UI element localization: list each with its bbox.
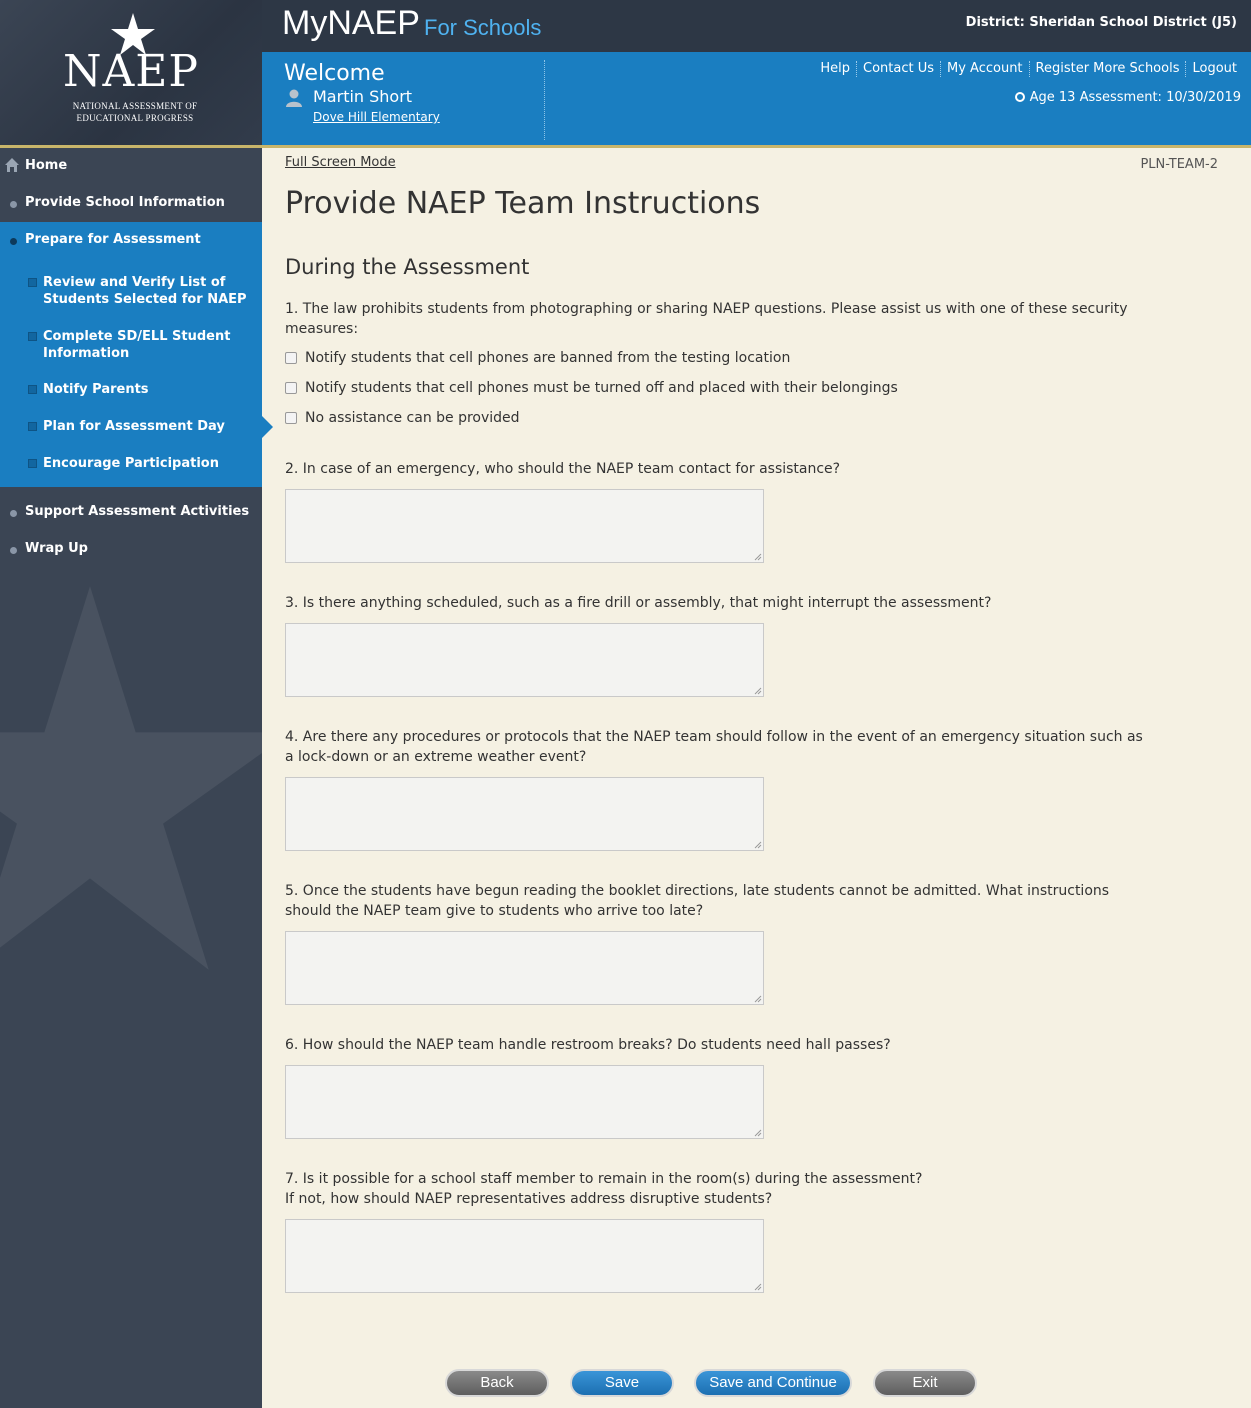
bullet-icon bbox=[10, 547, 17, 554]
help-link[interactable]: Help bbox=[820, 61, 850, 76]
square-icon bbox=[28, 278, 37, 287]
app-subtitle: For Schools bbox=[424, 15, 542, 40]
answer-6-textarea[interactable] bbox=[285, 1065, 764, 1139]
sidebar-item-label: Home bbox=[25, 158, 68, 173]
security-option-3[interactable] bbox=[285, 410, 520, 426]
option-label: No assistance can be provided bbox=[305, 410, 520, 426]
register-schools-link[interactable]: Register More Schools bbox=[1029, 61, 1186, 77]
sidebar-item-label: Complete SD/ELL Student Information bbox=[43, 329, 231, 361]
sidebar-subnav bbox=[0, 259, 262, 487]
app-title-bar bbox=[262, 0, 1251, 52]
answer-4-textarea[interactable] bbox=[285, 777, 764, 851]
sidebar-item-wrap-up[interactable] bbox=[0, 531, 262, 568]
question-3: 3. Is there anything scheduled, such as a fire drill or assembly, that might interrupt the assessment? bbox=[285, 595, 992, 611]
home-icon bbox=[4, 157, 20, 173]
logo-tagline: NATIONAL ASSESSMENT OF EDUCATIONAL PROGRESS bbox=[72, 101, 198, 123]
sidebar-item-label: Plan for Assessment Day bbox=[43, 419, 225, 434]
resize-handle-icon[interactable] bbox=[754, 995, 762, 1003]
radio-icon bbox=[1015, 92, 1025, 102]
sidebar-item-provide-info[interactable] bbox=[0, 185, 262, 222]
page-title: Provide NAEP Team Instructions bbox=[285, 186, 761, 221]
district-label: District: Sheridan School District (J5) bbox=[965, 15, 1237, 30]
security-option-1[interactable] bbox=[285, 350, 790, 366]
sidebar-item-label: Prepare for Assessment bbox=[25, 232, 201, 247]
page-code: PLN-TEAM-2 bbox=[1140, 157, 1218, 172]
sidebar bbox=[0, 148, 262, 1408]
logout-link[interactable]: Logout bbox=[1185, 61, 1243, 77]
question-4: 4. Are there any procedures or protocols that the NAEP team should follow in the event of an emergency situation such as a lock-down or an extreme weather event? bbox=[285, 729, 1143, 765]
top-links bbox=[814, 61, 1243, 77]
resize-handle-icon[interactable] bbox=[754, 553, 762, 561]
main-content bbox=[262, 148, 1251, 1408]
square-icon bbox=[28, 422, 37, 431]
question-5: 5. Once the students have begun reading the booklet directions, late students cannot be admitted. What instructions should the NAEP team give to students who arrive too late? bbox=[285, 883, 1110, 919]
sidebar-item-home[interactable] bbox=[0, 148, 262, 185]
sidebar-item-label: Support Assessment Activities bbox=[25, 504, 250, 519]
sidebar-item-label: Encourage Participation bbox=[43, 456, 219, 471]
question-2: 2. In case of an emergency, who should the NAEP team contact for assistance? bbox=[285, 461, 841, 477]
answer-3-textarea[interactable] bbox=[285, 623, 764, 697]
my-account-link[interactable]: My Account bbox=[940, 61, 1029, 77]
option-label: Notify students that cell phones must be turned off and placed with their belongings bbox=[305, 380, 898, 396]
header bbox=[0, 0, 1251, 148]
answer-2-textarea[interactable] bbox=[285, 489, 764, 563]
resize-handle-icon[interactable] bbox=[754, 687, 762, 695]
save-button[interactable]: Save bbox=[570, 1369, 674, 1397]
question-7 bbox=[285, 1169, 1155, 1209]
option-label: Notify students that cell phones are banned from the testing location bbox=[305, 350, 791, 366]
sidebar-item-label: Provide School Information bbox=[25, 195, 225, 210]
naep-logo[interactable] bbox=[0, 0, 262, 148]
sidebar-item-label: Notify Parents bbox=[43, 382, 149, 397]
exit-button[interactable]: Exit bbox=[873, 1369, 977, 1397]
logo-wordmark: NAEP bbox=[63, 46, 199, 97]
checkbox[interactable] bbox=[285, 352, 297, 364]
square-icon bbox=[28, 385, 37, 394]
resize-handle-icon[interactable] bbox=[754, 841, 762, 849]
bullet-icon bbox=[10, 510, 17, 517]
assessment-label: Age 13 Assessment: 10/30/2019 bbox=[1029, 90, 1241, 105]
sidebar-item-label: Wrap Up bbox=[25, 541, 88, 556]
resize-handle-icon[interactable] bbox=[754, 1129, 762, 1137]
contact-us-link[interactable]: Contact Us bbox=[856, 61, 940, 77]
sidebar-item-prepare[interactable] bbox=[0, 222, 262, 259]
sidebar-item-sd-ell[interactable] bbox=[43, 328, 253, 362]
app-title: MyNAEP bbox=[282, 4, 420, 42]
sidebar-item-plan-day[interactable] bbox=[43, 418, 253, 435]
sidebar-item-label: Review and Verify List of Students Selected for NAEP bbox=[43, 275, 247, 307]
sidebar-item-encourage[interactable] bbox=[43, 455, 253, 472]
sidebar-item-review-students[interactable] bbox=[43, 274, 253, 308]
security-option-2[interactable] bbox=[285, 380, 898, 396]
resize-handle-icon[interactable] bbox=[754, 1283, 762, 1291]
checkbox[interactable] bbox=[285, 382, 297, 394]
checkbox[interactable] bbox=[285, 412, 297, 424]
bullet-icon bbox=[10, 201, 17, 208]
section-title: During the Assessment bbox=[285, 255, 530, 279]
full-screen-link[interactable]: Full Screen Mode bbox=[285, 155, 396, 170]
square-icon bbox=[28, 332, 37, 341]
sidebar-item-notify-parents[interactable] bbox=[43, 381, 253, 398]
save-and-continue-button[interactable]: Save and Continue bbox=[694, 1369, 852, 1397]
divider bbox=[544, 60, 545, 140]
question-6: 6. How should the NAEP team handle restroom breaks? Do students need hall passes? bbox=[285, 1037, 891, 1053]
bullet-icon bbox=[10, 238, 17, 245]
square-icon bbox=[28, 459, 37, 468]
school-link[interactable]: Dove Hill Elementary bbox=[313, 110, 440, 124]
assessment-selector[interactable] bbox=[1015, 90, 1241, 105]
question-1: 1. The law prohibits students from photographing or sharing NAEP questions. Please assist us with one of these security measures: bbox=[285, 301, 1128, 337]
answer-7-textarea[interactable] bbox=[285, 1219, 764, 1293]
back-button[interactable]: Back bbox=[445, 1369, 549, 1397]
answer-5-textarea[interactable] bbox=[285, 931, 764, 1005]
background-star-icon bbox=[0, 568, 262, 988]
welcome-bar bbox=[262, 52, 1251, 148]
question-7-line-1: 7. Is it possible for a school staff member to remain in the room(s) during the assessment? bbox=[285, 1171, 923, 1187]
user-icon bbox=[285, 89, 303, 107]
sidebar-item-support[interactable] bbox=[0, 494, 262, 531]
question-7-line-2: If not, how should NAEP representatives address disruptive students? bbox=[285, 1191, 773, 1207]
welcome-title: Welcome bbox=[284, 61, 385, 86]
user-name: Martin Short bbox=[313, 87, 413, 106]
